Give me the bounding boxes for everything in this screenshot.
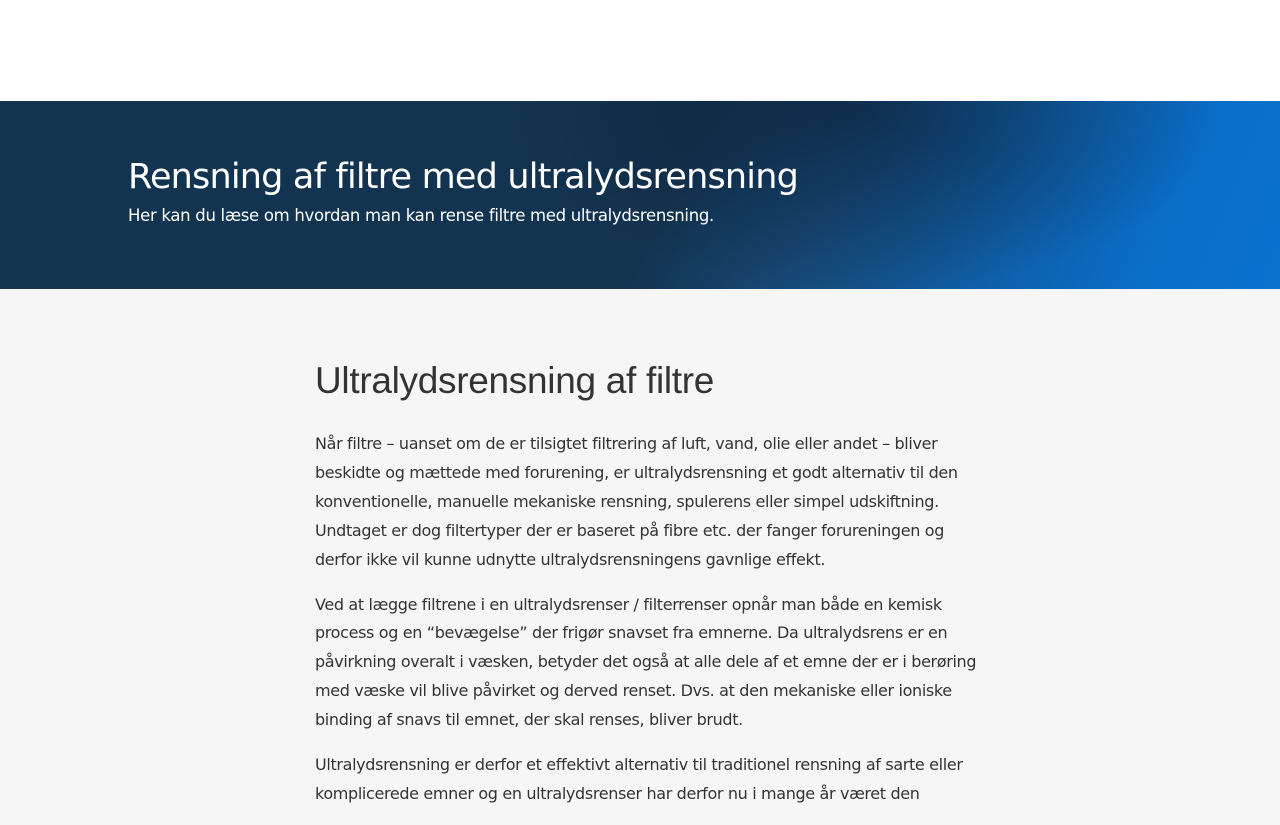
article-heading: Ultralydsrensning af filtre: [315, 360, 715, 401]
paragraph-line: Når filtre – uanset om de er tilsigtet filtrering af luft, vand, olie eller andet – bliver: [315, 434, 938, 453]
article-paragraph-3: [315, 751, 965, 809]
paragraph-line: med væske vil blive påvirket og derved renset. Dvs. at den mekaniske eller ioniske: [315, 681, 952, 701]
paragraph-line: konventionelle, manuelle mekaniske rensning, spulerens eller simpel udskiftning.: [315, 491, 939, 511]
page-subtitle: Her kan du læse om hvordan man kan rense filtre med ultralydsrensning.: [128, 206, 714, 225]
hero-banner: [0, 101, 1280, 289]
site-header: [0, 0, 1280, 101]
paragraph-line: beskidte og mættede med forurening, er ultralydsrensning et godt alternativ til den: [315, 462, 958, 482]
paragraph-line: Ultralydsrensning er derfor et effektivt alternativ til traditionel rensning af sarte eller: [315, 755, 963, 775]
paragraph-line: påvirkning overalt i væsken, betyder det også at alle dele af et emne der er i berøring: [315, 652, 977, 672]
paragraph-line: derfor ikke vil kunne udnytte ultralydsrensningens gavnlige effekt.: [315, 549, 826, 569]
page-title: Rensning af filtre med ultralydsrensning: [128, 157, 798, 197]
article-paragraph-1: [315, 430, 965, 575]
paragraph-line: process og en “bevægelse” der frigør snavset fra emnerne. Da ultralydsrens er en: [315, 623, 948, 643]
article: [315, 360, 977, 825]
paragraph-line: komplicerede emner og en ultralydsrenser har derfor nu i mange år været den: [315, 783, 920, 803]
paragraph-line: binding af snavs til emnet, der skal renses, bliver brudt.: [315, 710, 743, 730]
paragraph-line: Ved at lægge filtrene i en ultralydsrenser / filterrenser opnår man både en kemisk: [315, 594, 942, 614]
article-paragraph-2: [315, 591, 977, 736]
paragraph-line: Undtaget er dog filtertyper der er baseret på fibre etc. der fanger forureningen og: [315, 520, 944, 540]
